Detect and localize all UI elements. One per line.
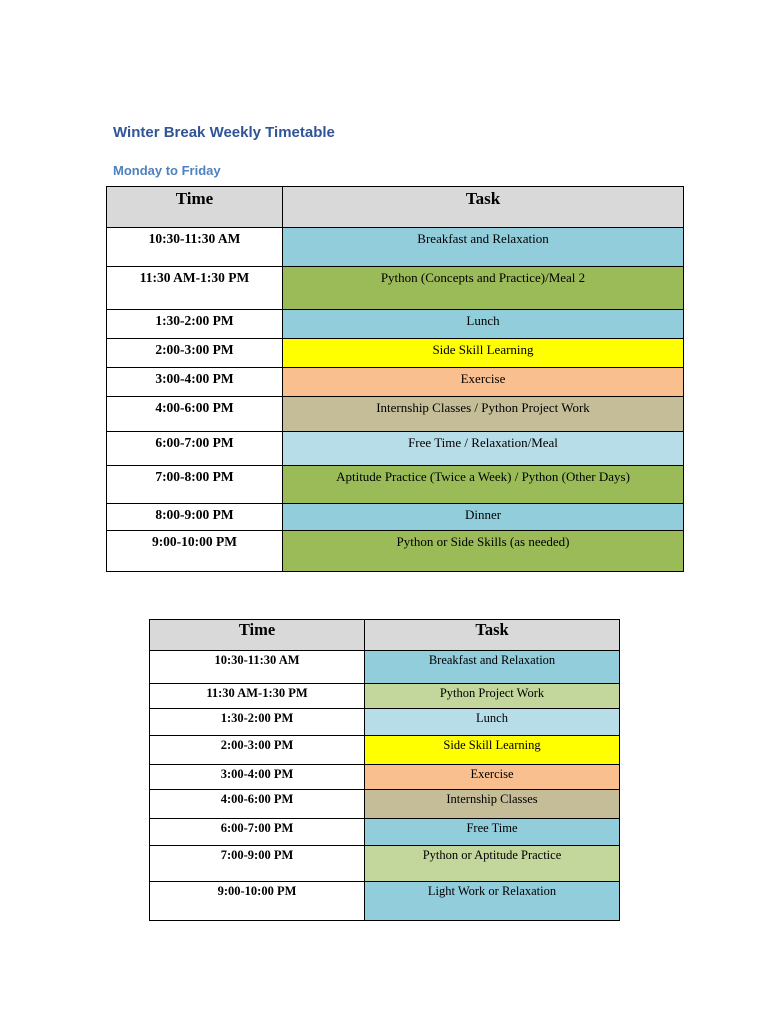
time-cell: 3:00-4:00 PM: [107, 368, 283, 397]
header-row: [150, 620, 620, 651]
task-cell: Python Project Work: [365, 684, 620, 709]
table-row: [107, 310, 684, 339]
time-cell: 7:00-8:00 PM: [107, 466, 283, 504]
task-cell: Dinner: [283, 504, 684, 531]
task-cell: Internship Classes / Python Project Work: [283, 397, 684, 432]
time-column-header: Time: [107, 187, 283, 228]
table-row: [150, 846, 620, 882]
table-row: [150, 684, 620, 709]
table-row: [107, 267, 684, 310]
time-cell: 8:00-9:00 PM: [107, 504, 283, 531]
time-cell: 3:00-4:00 PM: [150, 765, 365, 790]
time-cell: 11:30 AM-1:30 PM: [150, 684, 365, 709]
table-row: [107, 432, 684, 466]
table-row: [150, 819, 620, 846]
task-cell: Side Skill Learning: [283, 339, 684, 368]
timetable-body: [150, 651, 620, 921]
time-cell: 4:00-6:00 PM: [150, 790, 365, 819]
table-row: [150, 709, 620, 736]
table-row: [150, 765, 620, 790]
time-cell: 2:00-3:00 PM: [150, 736, 365, 765]
document-title: Winter Break Weekly Timetable: [113, 124, 335, 141]
time-cell: 2:00-3:00 PM: [107, 339, 283, 368]
task-cell: Free Time / Relaxation/Meal: [283, 432, 684, 466]
table-row: [107, 531, 684, 572]
table-row: [107, 504, 684, 531]
table-row: [150, 651, 620, 684]
header-row: [107, 187, 684, 228]
time-cell: 1:30-2:00 PM: [150, 709, 365, 736]
task-cell: Internship Classes: [365, 790, 620, 819]
time-cell: 1:30-2:00 PM: [107, 310, 283, 339]
table-row: [107, 397, 684, 432]
weekday-timetable: [106, 186, 684, 572]
table-row: [107, 368, 684, 397]
table-row: [107, 466, 684, 504]
time-cell: 6:00-7:00 PM: [107, 432, 283, 466]
time-cell: 6:00-7:00 PM: [150, 819, 365, 846]
task-column-header: Task: [283, 187, 684, 228]
task-cell: Lunch: [365, 709, 620, 736]
timetable-body: [107, 228, 684, 572]
task-column-header: Task: [365, 620, 620, 651]
task-cell: Python or Side Skills (as needed): [283, 531, 684, 572]
time-cell: 10:30-11:30 AM: [150, 651, 365, 684]
task-cell: Exercise: [365, 765, 620, 790]
time-cell: 9:00-10:00 PM: [107, 531, 283, 572]
time-column-header: Time: [150, 620, 365, 651]
task-cell: Light Work or Relaxation: [365, 882, 620, 921]
time-cell: 4:00-6:00 PM: [107, 397, 283, 432]
task-cell: Aptitude Practice (Twice a Week) / Python (Other Days): [283, 466, 684, 504]
task-cell: Exercise: [283, 368, 684, 397]
task-cell: Python (Concepts and Practice)/Meal 2: [283, 267, 684, 310]
task-cell: Free Time: [365, 819, 620, 846]
document-subtitle: Monday to Friday: [113, 163, 221, 178]
time-cell: 10:30-11:30 AM: [107, 228, 283, 267]
time-cell: 9:00-10:00 PM: [150, 882, 365, 921]
table-row: [150, 882, 620, 921]
task-cell: Python or Aptitude Practice: [365, 846, 620, 882]
table-row: [150, 790, 620, 819]
task-cell: Breakfast and Relaxation: [283, 228, 684, 267]
time-cell: 7:00-9:00 PM: [150, 846, 365, 882]
table-row: [107, 339, 684, 368]
task-cell: Lunch: [283, 310, 684, 339]
table-row: [107, 228, 684, 267]
table-row: [150, 736, 620, 765]
task-cell: Side Skill Learning: [365, 736, 620, 765]
time-cell: 11:30 AM-1:30 PM: [107, 267, 283, 310]
alternate-timetable: [149, 619, 620, 921]
task-cell: Breakfast and Relaxation: [365, 651, 620, 684]
